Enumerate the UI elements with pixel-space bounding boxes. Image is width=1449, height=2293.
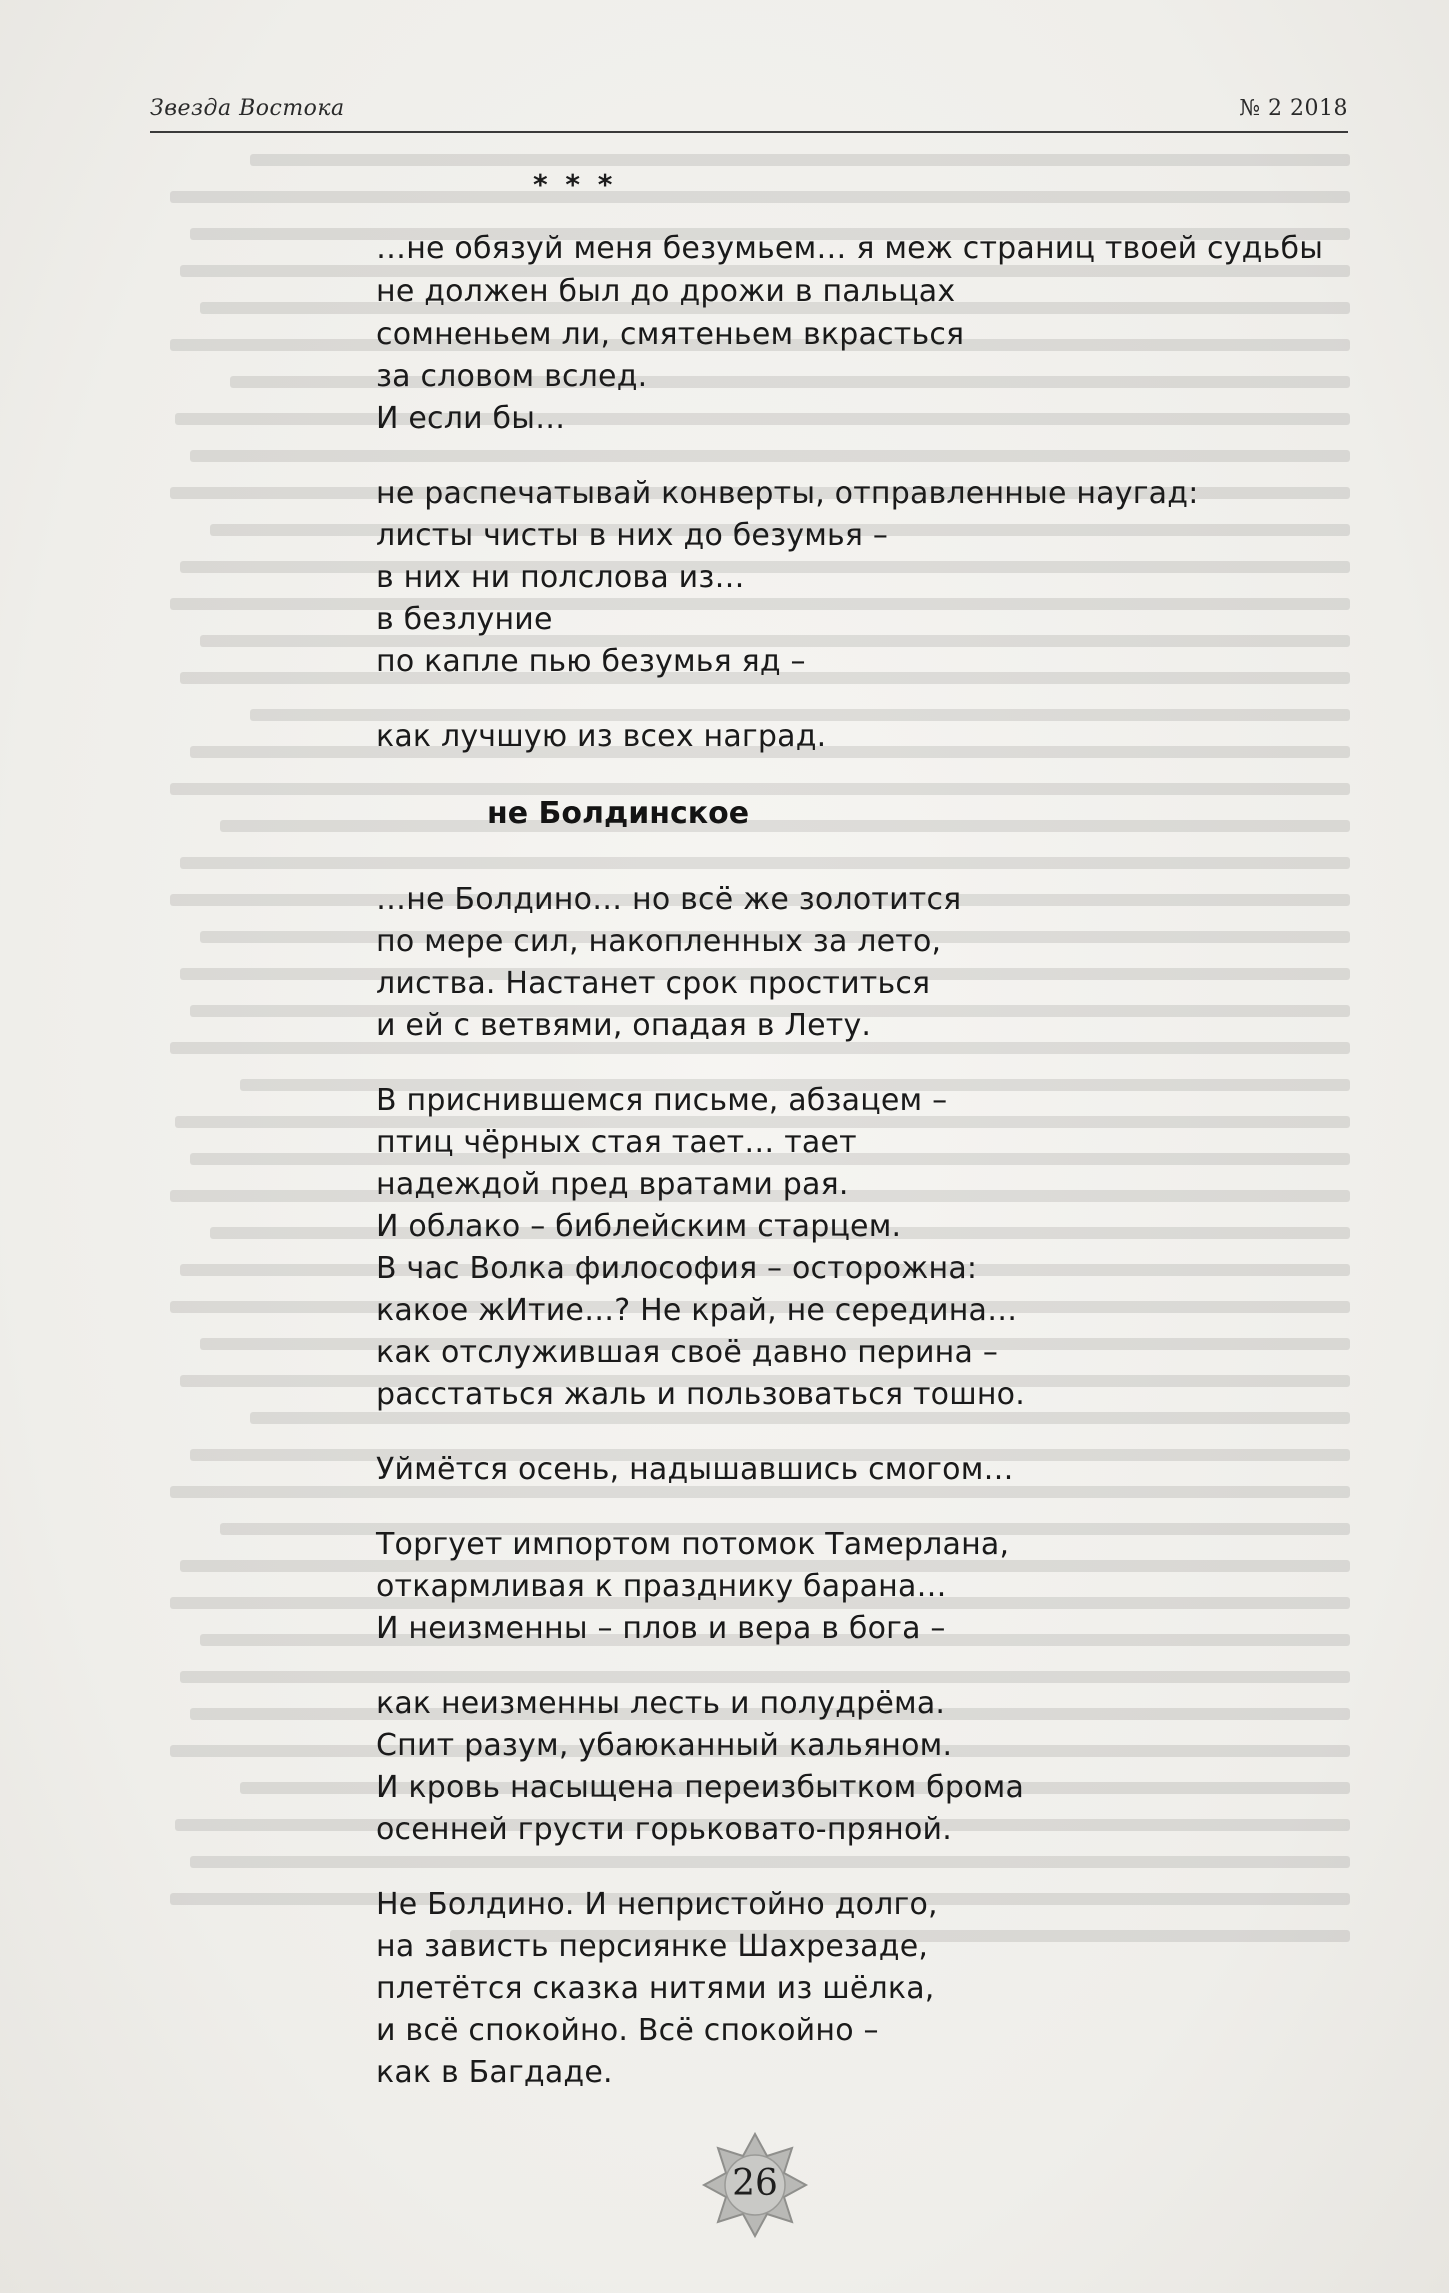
poem-line: Спит разум, убаюканный кальяном.	[376, 1728, 953, 1763]
page-number: 26	[732, 2163, 778, 2204]
poem-line: И неизменны – плов и вера в бога –	[376, 1611, 946, 1646]
poem-line: Уймётся осень, надышавшись смогом…	[376, 1452, 1014, 1487]
poem-line: надеждой пред вратами рая.	[376, 1167, 849, 1202]
poem-line: …не Болдино… но всё же золотится	[376, 882, 962, 917]
poem-line: расстаться жаль и пользоваться тошно.	[376, 1377, 1025, 1412]
poem-line: И если бы…	[376, 401, 566, 436]
page-number-badge	[700, 2130, 810, 2240]
poem-line: и всё спокойно. Всё спокойно –	[376, 2013, 879, 2048]
poem-line: как неизменны лесть и полудрёма.	[376, 1686, 946, 1721]
poem-line: по мере сил, накопленных за лето,	[376, 924, 942, 959]
poem-line: на зависть персиянке Шахрезаде,	[376, 1929, 929, 1964]
poem-line: не должен был до дрожи в пальцах	[376, 274, 956, 309]
issue-number: № 2 2018	[1239, 96, 1348, 121]
poem-line: И кровь насыщена переизбытком брома	[376, 1770, 1025, 1805]
poem-line: плетётся сказка нитями из шёлка,	[376, 1971, 935, 2006]
poem-line: как отслужившая своё давно перина –	[376, 1335, 999, 1370]
poem-line: птиц чёрных стая тает… тает	[376, 1125, 857, 1160]
journal-title: Звезда Востока	[150, 96, 345, 121]
poem-line: какое жИтие…? Не край, не середина…	[376, 1293, 1018, 1328]
poem-line: Не Болдино. И непристойно долго,	[376, 1887, 938, 1922]
poem-line: и ей с ветвями, опадая в Лету.	[376, 1008, 872, 1043]
poem-line: за словом вслед.	[376, 359, 648, 394]
poem-line: осенней грусти горьковато-пряной.	[376, 1812, 952, 1847]
poem-line: в них ни полслова из…	[376, 560, 745, 595]
poem-line: …не обязуй меня безумьем… я меж страниц твоей судьбы	[376, 231, 1324, 266]
poem-divider: * * *	[533, 168, 617, 201]
poem-line: в безлуние	[376, 602, 553, 637]
poem-line: как лучшую из всех наград.	[376, 719, 827, 754]
poem-line: не распечатывай конверты, отправленные наугад:	[376, 476, 1199, 511]
poem-line: Торгует импортом потомок Тамерлана,	[376, 1527, 1010, 1562]
poem-line: В час Волка философия – осторожна:	[376, 1251, 978, 1286]
running-header	[150, 92, 1348, 132]
poem-line: сомненьем ли, смятеньем вкрасться	[376, 317, 965, 352]
poem-line: откармливая к празднику барана…	[376, 1569, 947, 1604]
header-rule	[150, 131, 1348, 133]
poem-title: не Болдинское	[487, 796, 750, 831]
poem-line: листва. Настанет срок проститься	[376, 966, 931, 1001]
poem-line: листы чисты в них до безумья –	[376, 518, 889, 553]
poem-line: по капле пью безумья яд –	[376, 644, 806, 679]
poem-line: В приснившемся письме, абзацем –	[376, 1083, 948, 1118]
poem-line: И облако – библейским старцем.	[376, 1209, 902, 1244]
poem-line: как в Багдаде.	[376, 2055, 613, 2090]
